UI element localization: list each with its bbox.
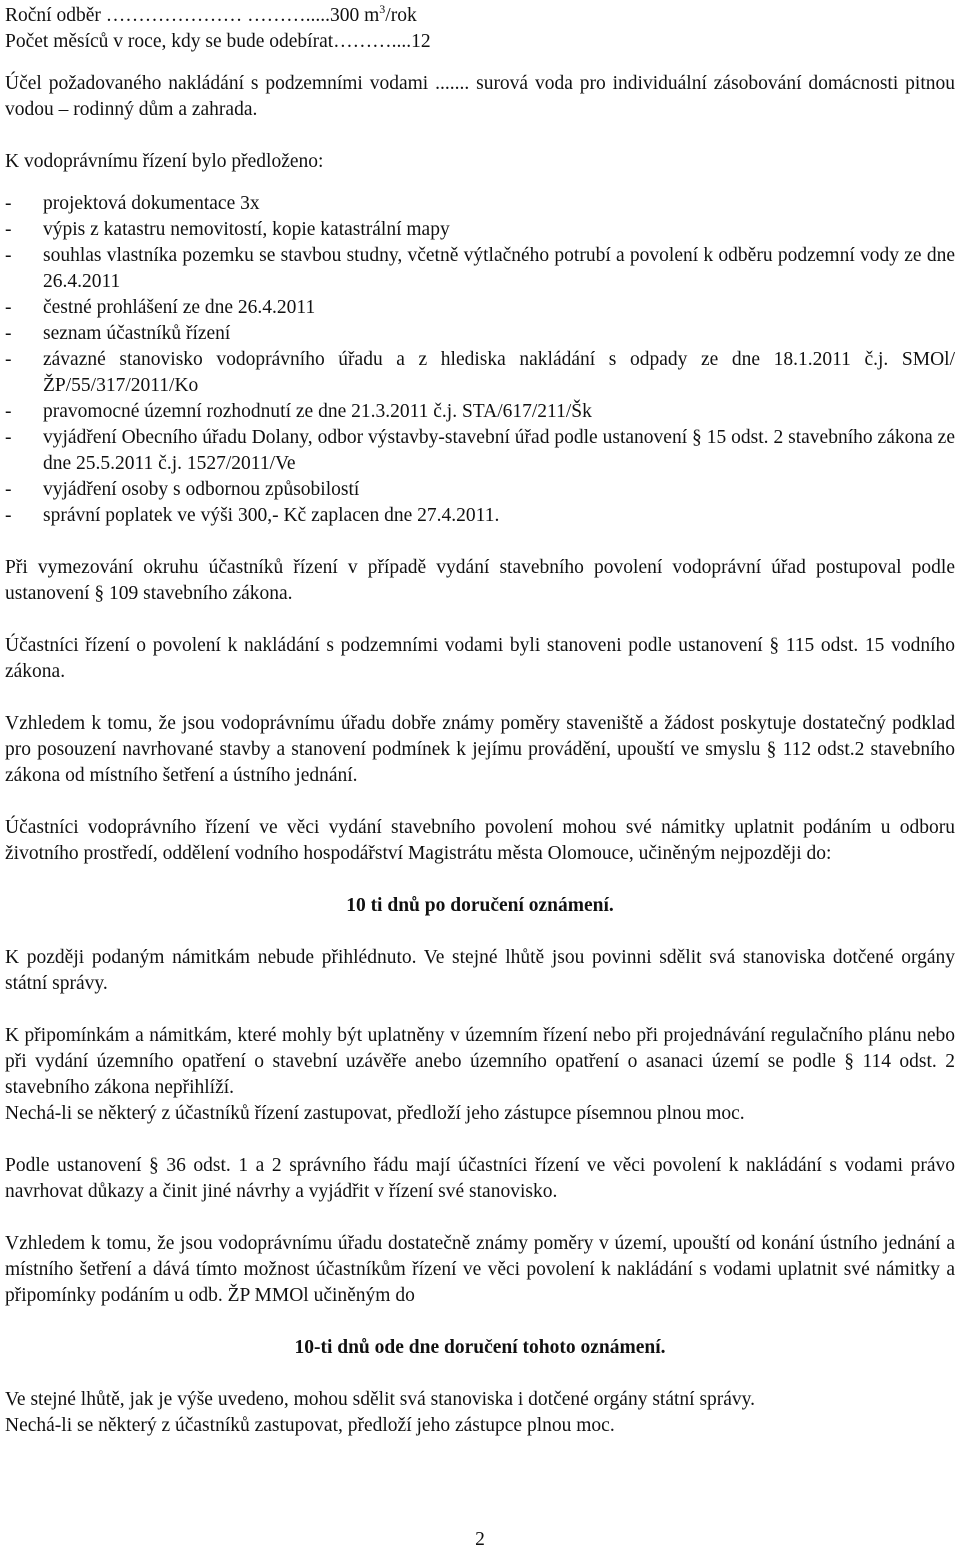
paragraph-no-hearing: Vzhledem k tomu, že jsou vodoprávnímu úřadu dostatečně známy poměry v území, upouští od konání ústního jednání a místního šetření a dává tímto možnost účastníkům řízení ve věci povolení k nakládání s vodami uplatnit své námitky a připomínky podáním u odb. ŽP MMOl učiněným do: [5, 1233, 955, 1306]
list-item: - správní poplatek ve výši 300,- Kč zaplacen dne 27.4.2011.: [5, 505, 500, 526]
submitted-heading: K vodoprávnímu řízení bylo předloženo:: [5, 151, 324, 172]
annual-withdrawal-line: [5, 3, 955, 29]
spacer: [5, 997, 955, 1023]
months-line: Počet měsíců v roce, kdy se bude odebírat………....12: [5, 31, 431, 52]
document-page: [5, 3, 955, 1439]
list-item: - pravomocné územní rozhodnutí ze dne 21.3.2011 č.j. STA/617/211/Šk: [5, 401, 592, 422]
list-item: - výpis z katastru nemovitostí, kopie katastrální mapy: [5, 219, 450, 240]
spacer: [5, 607, 955, 633]
paragraph-representation: Nechá-li se některý z účastníků řízení zastupovat, předloží jeho zástupce písemnou plnou moc.: [5, 1103, 745, 1124]
spacer: [5, 1205, 955, 1231]
spacer: [5, 685, 955, 711]
annual-withdrawal-superscript: 3: [379, 2, 386, 16]
spacer: [5, 867, 955, 893]
paragraph-authorities: Ve stejné lhůtě, jak je výše uvedeno, mohou sdělit svá stanoviska i dotčené orgány státní správy.: [5, 1389, 756, 1410]
paragraph-zoning-objections: K připomínkám a námitkám, které mohly být uplatněny v územním řízení nebo při projednávání regulačního plánu nebo při vydání územního opatření o stavební uzávěře anebo územního opatření o asanaci území se podle § 114 odst. 2 stavebního zákona nepřihlíží.: [5, 1025, 955, 1098]
paragraph-participants-scope: Při vymezování okruhu účastníků řízení v případě vydání stavebního povolení vodoprávní úřad postupoval podle ustanovení § 109 stavebního zákona.: [5, 557, 955, 604]
spacer: [5, 123, 955, 149]
spacer: [5, 175, 955, 191]
annual-withdrawal-unit: /rok: [385, 5, 417, 26]
deadline-notice-2: 10-ti dnů ode dne doručení tohoto oznámení.: [294, 1337, 666, 1358]
deadline-notice: 10 ti dnů po doručení oznámení.: [346, 895, 614, 916]
list-item: - vyjádření osoby s odbornou způsobilostí: [5, 479, 360, 500]
spacer: [5, 1309, 955, 1335]
paragraph-participants-water: Účastníci řízení o povolení k nakládání s podzemními vodami byli stanoveni podle ustanovení § 115 odst. 15 vodního zákona.: [5, 635, 955, 682]
spacer: [5, 529, 955, 555]
spacer: [5, 789, 955, 815]
annual-withdrawal-label: Roční odběr ………………… ……….....300 m: [5, 5, 380, 26]
spacer: [5, 55, 955, 71]
paragraph-participant-rights: Podle ustanovení § 36 odst. 1 a 2 správního řádu mají účastníci řízení ve věci povolení k nakládání s vodami právo navrhovat důkazy a činit jiné návrhy a vyjádřit v řízení své stanovisko.: [5, 1155, 955, 1202]
list-item: - seznam účastníků řízení: [5, 323, 231, 344]
list-item: - souhlas vlastníka pozemku se stavbou studny, včetně výtlačného potrubí a povolení k odběru podzemní vody ze dne 26.4.2011: [5, 245, 955, 292]
spacer: [5, 919, 955, 945]
paragraph-late-objections: K později podaným námitkám nebude přihlédnuto. Ve stejné lhůtě jsou povinni sdělit svá stanoviska dotčené orgány státní správy.: [5, 947, 955, 994]
list-item: - čestné prohlášení ze dne 26.4.2011: [5, 297, 316, 318]
paragraph-representation-2: Nechá-li se některý z účastníků zastupovat, předloží jeho zástupce plnou moc.: [5, 1415, 615, 1436]
paragraph-objections: Účastníci vodoprávního řízení ve věci vydání stavebního povolení mohou své námitky uplatnit podáním u odboru životního prostředí, oddělení vodního hospodářství Magistrátu města Olomouce, učiněným nejpozději do:: [5, 817, 955, 864]
paragraph-no-inspection: Vzhledem k tomu, že jsou vodoprávnímu úřadu dobře známy poměry staveniště a žádost poskytuje dostatečný podklad pro posouzení navrhované stavby a stanovení podmínek k jejímu provádění, upouští ve smyslu § 112 odst.2 stavebního zákona od místního šetření a ústního jednání.: [5, 713, 955, 786]
submitted-list: [5, 191, 955, 529]
spacer: [5, 1361, 955, 1387]
spacer: [5, 1127, 955, 1153]
page-number: 2: [475, 1529, 485, 1550]
list-item: - závazné stanovisko vodoprávního úřadu a z hlediska nakládání s odpady ze dne 18.1.2011 č.j. SMOl/ŽP/55/317/2011/Ko: [5, 349, 955, 396]
list-item: - vyjádření Obecního úřadu Dolany, odbor výstavby-stavební úřad podle ustanovení § 15 odst. 2 stavebního zákona ze dne 25.5.2011 č.j. 1527/2011/Ve: [5, 427, 955, 474]
purpose-paragraph: Účel požadovaného nakládání s podzemními vodami ....... surová voda pro individuální zásobování domácnosti pitnou vodou – rodinný dům a zahrada.: [5, 73, 955, 120]
list-item: - projektová dokumentace 3x: [5, 193, 260, 214]
